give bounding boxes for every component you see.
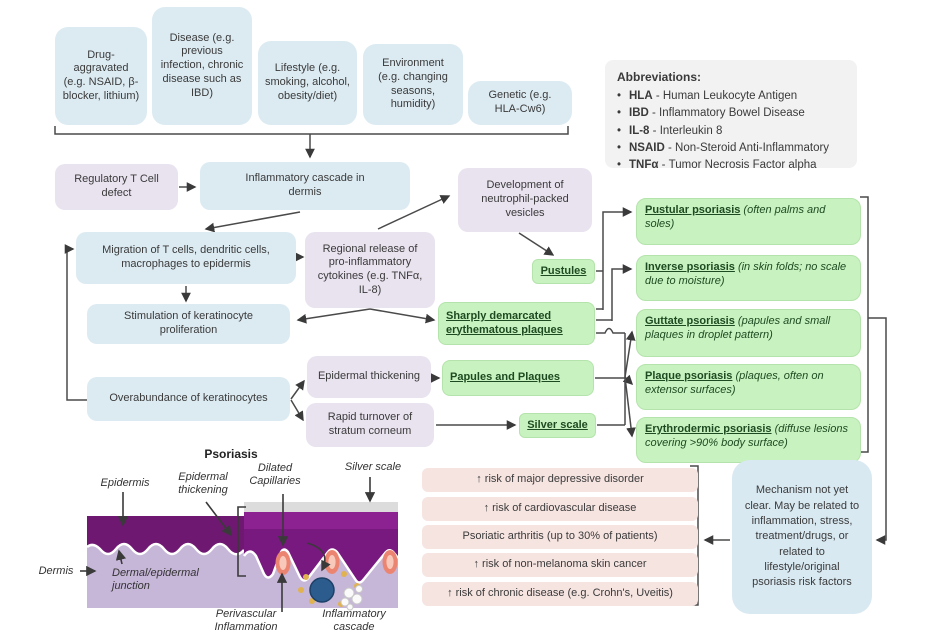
label-dermis: Dermis	[38, 565, 74, 577]
trigger-lifestyle: Lifestyle (e.g. smoking, alcohol, obesity/diet)	[258, 41, 357, 125]
type-plaque-psoriasis: Plaque psoriasis (plaques, often on extensor surfaces)	[636, 364, 861, 410]
sign-erythematous-plaques: Sharply demarcated erythematous plaques	[438, 302, 595, 345]
type-inverse-psoriasis: Inverse psoriasis (in skin folds; no scale due to moisture)	[636, 255, 861, 301]
box-regulatory-t-cell-defect: Regulatory T Cell defect	[55, 164, 178, 210]
complication-depression: ↑ risk of major depressive disorder	[422, 468, 698, 492]
trigger-disease: Disease (e.g. previous infection, chronic disease such as IBD)	[152, 7, 252, 125]
box-inflammatory-cascade: Inflammatory cascade in dermis	[200, 162, 410, 210]
label-epidermal-thickening: Epidermal thickening	[178, 471, 228, 496]
type-guttate-psoriasis: Guttate psoriasis (papules and small plaques in droplet pattern)	[636, 309, 861, 357]
label-inflammatory-cascade: Inflammatory cascade	[322, 608, 386, 633]
complication-arthritis: Psoriatic arthritis (up to 30% of patients)	[422, 525, 698, 549]
sign-pustules: Pustules	[532, 259, 595, 284]
trigger-bracket	[55, 126, 568, 134]
illustration-title: Psoriasis	[204, 447, 258, 461]
abbreviation-item: • IL-8 - Interleukin 8	[617, 124, 723, 137]
box-epidermal-thickening: Epidermal thickening	[307, 356, 431, 398]
silver-scale-layer	[244, 502, 398, 513]
abbreviations-panel	[605, 60, 857, 171]
immune-cell	[310, 578, 334, 602]
type-pustular-psoriasis: Pustular psoriasis (often palms and soles)	[636, 198, 861, 245]
type-erythrodermic-psoriasis: Erythrodermic psoriasis (diffuse lesions covering >90% body surface)	[636, 417, 861, 463]
sign-papules-plaques: Papules and Plaques	[442, 360, 594, 396]
sign-silver-scale: Silver scale	[519, 413, 596, 438]
abbreviations-title: Abbreviations:	[617, 70, 702, 84]
complication-cardiovascular: ↑ risk of cardiovascular disease	[422, 497, 698, 521]
box-stratum-turnover: Rapid turnover of stratum corneum	[306, 403, 434, 447]
label-silver-scale: Silver scale	[344, 461, 402, 473]
epidermis-top-band	[244, 512, 398, 529]
label-epidermis: Epidermis	[100, 477, 150, 489]
box-cytokine-release: Regional release of pro-inflammatory cytokines (e.g. TNFα, IL-8)	[305, 232, 435, 308]
box-cell-migration: Migration of T cells, dendritic cells, macrophages to epidermis	[76, 232, 296, 284]
abbreviation-item: • NSAID - Non-Steroid Anti-Inflammatory	[617, 141, 830, 154]
abbreviation-item: • TNFα - Tumor Necrosis Factor alpha	[617, 159, 817, 171]
box-keratinocyte-overabundance: Overabundance of keratinocytes	[87, 377, 290, 421]
label-dilated-capillaries: Dilated Capillaries	[249, 462, 301, 487]
box-keratinocyte-stimulation: Stimulation of keratinocyte proliferation	[87, 304, 290, 344]
complication-skin-cancer: ↑ risk of non-melanoma skin cancer	[422, 553, 698, 577]
complication-chronic-disease: ↑ risk of chronic disease (e.g. Crohn's, Uveitis)	[422, 582, 698, 606]
trigger-genetic: Genetic (e.g. HLA-Cw6)	[468, 81, 572, 125]
trigger-environment: Environment (e.g. changing seasons, humidity)	[363, 44, 463, 125]
abbreviation-item: • IBD - Inflammatory Bowel Disease	[617, 107, 805, 120]
box-neutrophil-vesicles: Development of neutrophil-packed vesicles	[458, 168, 592, 232]
box-mechanism-note: Mechanism not yet clear. May be related to inflammation, stress, treatment/drugs, or related to lifestyle/original psoriasis risk factors	[732, 460, 872, 614]
label-dermal-epidermal-junction: Dermal/epidermal junction	[112, 567, 199, 592]
abbreviation-item: • HLA - Human Leukocyte Antigen	[617, 90, 798, 102]
trigger-drug: Drug-aggravated (e.g. NSAID, β-blocker, lithium)	[55, 27, 147, 125]
abbreviations-list	[617, 88, 845, 174]
label-perivascular-inflammation: Perivascular Inflammation	[214, 608, 278, 633]
